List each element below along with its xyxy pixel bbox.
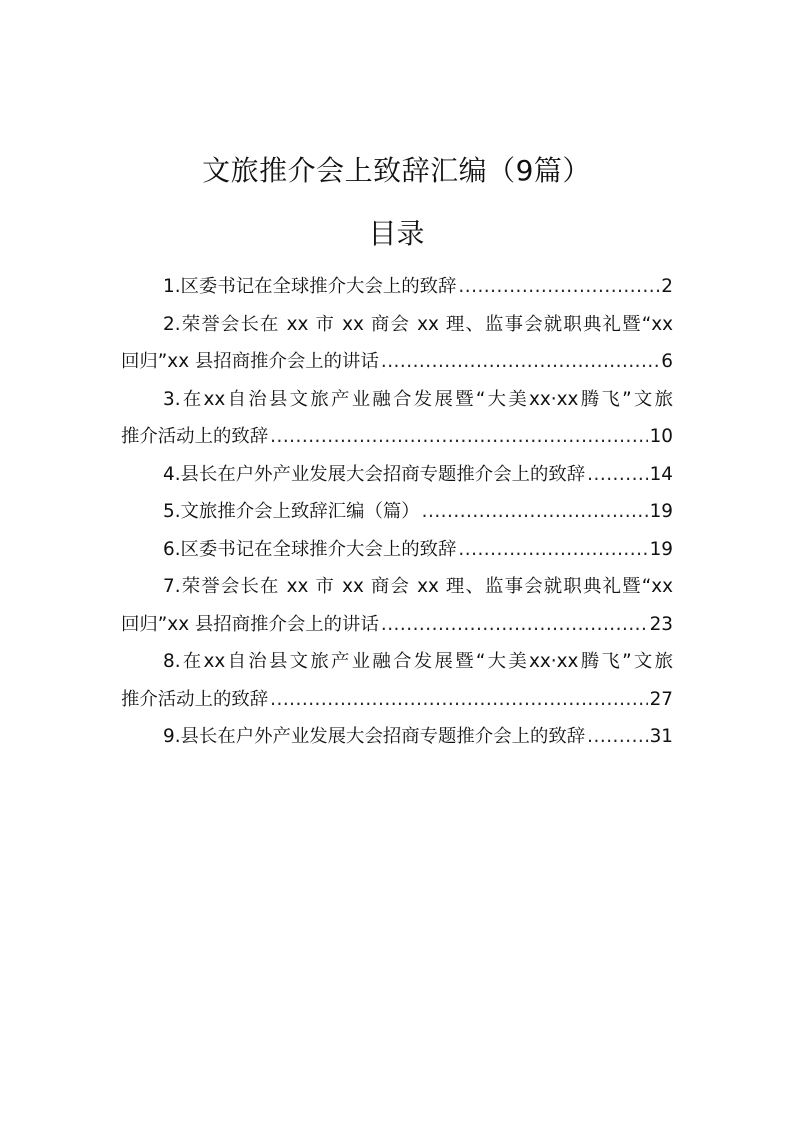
toc-entry-page: 19 xyxy=(649,538,673,560)
toc-entry-8[interactable] xyxy=(121,643,673,718)
toc-entry-page: 6 xyxy=(661,351,673,372)
table-of-contents xyxy=(121,268,673,756)
toc-entry-1[interactable] xyxy=(121,268,673,306)
toc-entry-page: 27 xyxy=(649,688,673,710)
toc-leader-dots xyxy=(587,456,647,494)
toc-entry-9[interactable] xyxy=(121,718,673,756)
toc-leader-dots xyxy=(381,606,648,644)
toc-entry-2[interactable] xyxy=(121,306,673,381)
toc-heading: 目录 xyxy=(368,217,425,250)
toc-leader-dots xyxy=(381,343,659,381)
toc-leader-dots xyxy=(458,268,659,306)
toc-entry-title: 3.在xx自治县文旅产业融合发展暨“大美xx·xx腾飞”文旅 xyxy=(163,388,673,410)
toc-entry-title: 1.区委书记在全球推介大会上的致辞 xyxy=(163,276,457,297)
toc-entry-page: 14 xyxy=(649,463,673,485)
toc-entry-7[interactable] xyxy=(121,568,673,643)
toc-entry-6[interactable] xyxy=(121,531,673,569)
toc-entry-page: 2 xyxy=(661,276,673,297)
toc-entry-title-continued: 推介活动上的致辞 xyxy=(121,688,269,710)
toc-entry-title-continued: 回归”xx 县招商推介会上的讲话 xyxy=(121,351,379,372)
toc-entry-title: 9.县长在户外产业发展大会招商专题推介会上的致辞 xyxy=(163,726,586,747)
toc-entry-title: 5.文旅推介会上致辞汇编（篇） xyxy=(163,501,420,522)
toc-leader-dots xyxy=(422,493,648,531)
toc-leader-dots xyxy=(458,531,647,569)
toc-entry-title: 6.区委书记在全球推介大会上的致辞 xyxy=(163,538,457,560)
document-title: 文旅推介会上致辞汇编（9篇） xyxy=(202,154,591,187)
toc-leader-dots xyxy=(587,718,647,756)
toc-entry-page: 31 xyxy=(649,726,673,747)
toc-entry-page: 23 xyxy=(649,613,673,635)
toc-entry-title-continued: 推介活动上的致辞 xyxy=(121,426,269,447)
toc-leader-dots xyxy=(270,681,647,719)
toc-entry-5[interactable] xyxy=(121,493,673,531)
toc-entry-title: 7.荣誉会长在 xx 市 xx 商会 xx 理、监事会就职典礼暨“xx xyxy=(163,576,673,597)
toc-leader-dots xyxy=(270,418,647,456)
toc-entry-title: 2.荣誉会长在 xx 市 xx 商会 xx 理、监事会就职典礼暨“xx xyxy=(163,313,673,335)
toc-entry-page: 19 xyxy=(649,501,673,522)
toc-entry-4[interactable] xyxy=(121,456,673,494)
toc-entry-title: 8.在xx自治县文旅产业融合发展暨“大美xx·xx腾飞”文旅 xyxy=(163,651,673,672)
toc-entry-3[interactable] xyxy=(121,381,673,456)
toc-entry-title: 4.县长在户外产业发展大会招商专题推介会上的致辞 xyxy=(163,463,586,485)
toc-entry-page: 10 xyxy=(649,426,673,447)
toc-entry-title-continued: 回归”xx 县招商推介会上的讲话 xyxy=(121,613,379,635)
